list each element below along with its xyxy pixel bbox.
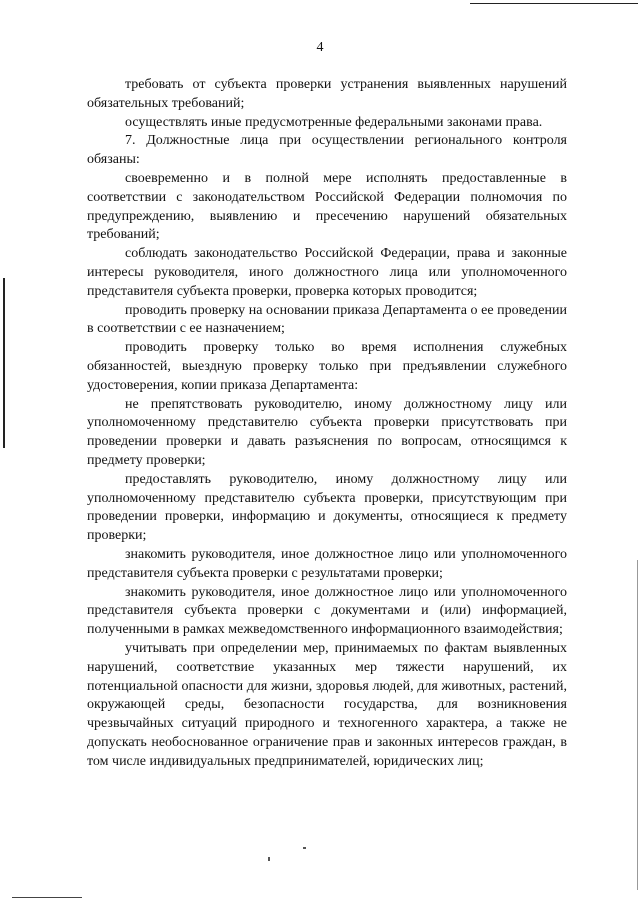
paragraph: предоставлять руководителю, иному должностному лицу или уполномоченному представителю субъекта проверки, присутствующим при проведении проверки, информацию и документы, относящиеся к предмету проверки; bbox=[87, 471, 567, 544]
paragraph: знакомить руководителя, иное должностное лицо или уполномоченного представителя субъекта проверки с документами и (или) информацией, полученными в рамках межведомственного информационного взаимодействия; bbox=[87, 584, 567, 638]
paragraph: знакомить руководителя, иное должностное лицо или уполномоченного представителя субъекта проверки с результатами проверки; bbox=[87, 546, 567, 581]
scan-artifact-right-mark bbox=[637, 560, 638, 890]
paragraph: учитывать при определении мер, принимаемых по фактам выявленных нарушений, соответствие указанных мер тяжести нарушений, их потенциальной опасности для жизни, здоровья людей, для животных, растений, окружающей среды, безопасности государства, для возникновения чрезвычайных ситуаций природного и техногенного характера, а также не допускать необоснованное ограничение прав и законных интересов граждан, в том числе индивидуальных предпринимателей, юридических лиц; bbox=[87, 640, 567, 769]
paragraph: соблюдать законодательство Российской Федерации, права и законные интересы руководителя, иного должностного лица или уполномоченного представителя субъекта проверки, проверка которых проводится; bbox=[87, 246, 567, 299]
paragraph: 7. Должностные лица при осуществлении регионального контроля обязаны: bbox=[87, 133, 567, 168]
scan-artifact-top-line bbox=[470, 3, 638, 4]
document-body bbox=[87, 76, 567, 771]
scan-artifact-speck bbox=[303, 847, 306, 849]
scan-artifact-speck bbox=[268, 857, 270, 861]
paragraph: своевременно и в полной мере исполнять предоставленные в соответствии с законодательством Российской Федерации полномочия по предупреждению, выявлению и пресечению нарушений обязательных требований; bbox=[87, 170, 567, 243]
paragraph: осуществлять иные предусмотренные федеральными законами права. bbox=[125, 114, 543, 130]
page-number: 4 bbox=[316, 40, 324, 55]
scan-artifact-bottom-line bbox=[12, 897, 82, 898]
paragraph: требовать от субъекта проверки устранения выявленных нарушений обязательных требований; bbox=[87, 77, 567, 111]
paragraph: проводить проверку на основании приказа Департамента о ее проведении в соответствии с ее назначением; bbox=[87, 302, 567, 337]
paragraph: не препятствовать руководителю, иному должностному лицу или уполномоченному представителю субъекта проверки присутствовать при проведении проверки и давать разъяснения по вопросам, относящимся к предмету проверки; bbox=[87, 396, 567, 468]
paragraph: проводить проверку только во время исполнения служебных обязанностей, выездную проверку только при предъявлении служебного удостоверения, копии приказа Департамента: bbox=[87, 340, 567, 393]
scan-artifact-left-mark bbox=[3, 278, 5, 448]
